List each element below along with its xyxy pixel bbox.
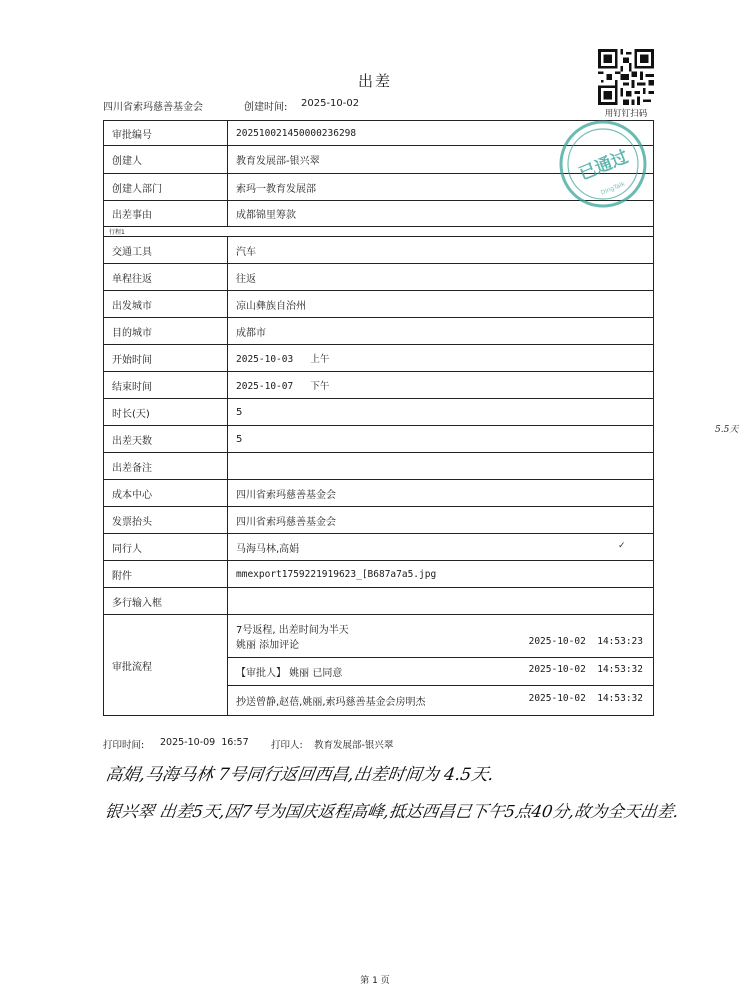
- row-trip-days: [104, 426, 654, 453]
- printer-value: 教育发展部-银兴翠: [314, 740, 394, 751]
- print-time-value: 2025-10-09 16:57: [160, 737, 249, 748]
- label-end-time: 结束时间: [104, 372, 228, 399]
- label-remark: 出差备注: [104, 453, 228, 480]
- label-invoice-title: 发票抬头: [104, 507, 228, 534]
- row-companions: [104, 534, 654, 561]
- label-companions: 同行人: [104, 534, 228, 561]
- cc-cell: [228, 686, 654, 716]
- label-reason: 出差事由: [104, 201, 228, 227]
- label-multiline: 多行输入框: [104, 588, 228, 615]
- handwritten-note-line-1: 高娟,马海马林 7号同行返回西昌,出差时间为 4.5天.: [104, 765, 495, 785]
- approver-line: [236, 664, 653, 679]
- cc-line: [236, 693, 653, 708]
- value-duration: 5: [228, 399, 654, 426]
- value-creator: 教育发展部-银兴翠: [228, 146, 654, 174]
- qr-code-icon: [596, 49, 656, 105]
- row-duration: [104, 399, 654, 426]
- created-label: 创建时间:: [244, 102, 288, 113]
- value-dest-city: 成都市: [228, 318, 654, 345]
- label-trip-type: 单程往返: [104, 264, 228, 291]
- approver-cell: [228, 658, 654, 686]
- comment-text: 7号返程, 出差时间为半天: [236, 625, 349, 636]
- handwritten-note-line-2: 银兴翠 出差5天,因7号为国庆返程高峰,抵达西昌已下午5点40分,故为全天出差.: [103, 802, 680, 821]
- row-trip-type: [104, 264, 654, 291]
- label-attachment: 附件: [104, 561, 228, 588]
- stamp-ring-text: DingTalk: [599, 180, 627, 197]
- print-time-label: 打印时间:: [103, 740, 145, 751]
- label-dest-city: 目的城市: [104, 318, 228, 345]
- cc-recipients: 抄送曾静,赵蓓,姚丽,索玛慈善基金会房明杰: [236, 697, 426, 708]
- approved-stamp-icon: [557, 118, 649, 210]
- row-depart-city: [104, 291, 654, 318]
- value-depart-city: 凉山彝族自治州: [228, 291, 654, 318]
- row-attachment: [104, 561, 654, 588]
- value-attachment: mmexport1759221919623_[B687a7a5.jpg: [228, 561, 654, 588]
- handwritten-side-note: 5.5天: [715, 425, 739, 435]
- value-cost-center: 四川省索玛慈善基金会: [228, 480, 654, 507]
- value-transport: 汽车: [228, 237, 654, 264]
- approver-time: 2025-10-02 14:53:32: [528, 664, 643, 675]
- label-transport: 交通工具: [104, 237, 228, 264]
- organization-name: 四川省索玛慈善基金会: [103, 102, 203, 113]
- pen-mark: ✓: [618, 541, 626, 551]
- row-approval-comment: [104, 615, 654, 658]
- stamp-text: 已通过: [576, 147, 632, 185]
- label-trip-days: 出差天数: [104, 426, 228, 453]
- label-duration: 时长(天): [104, 399, 228, 426]
- value-end-time: 2025-10-07 下午: [228, 372, 654, 399]
- document-title: 出差: [357, 72, 392, 90]
- printer-label: 打印人:: [271, 740, 303, 751]
- label-creator: 创建人: [104, 146, 228, 174]
- row-remark: [104, 453, 654, 480]
- comment-author: 姚丽 添加评论: [236, 640, 300, 651]
- value-invoice-title: 四川省索玛慈善基金会: [228, 507, 654, 534]
- value-approval-no: 202510021450000236298: [228, 121, 654, 146]
- value-reason: 成都锦里筹款: [228, 201, 654, 227]
- label-creator-dept: 创建人部门: [104, 174, 228, 201]
- label-depart-city: 出发城市: [104, 291, 228, 318]
- row-dest-city: [104, 318, 654, 345]
- itinerary-group-label: 行程1: [104, 227, 654, 237]
- label-approval-flow: 审批流程: [104, 615, 228, 716]
- cc-time: 2025-10-02 14:53:32: [528, 693, 643, 704]
- row-transport: [104, 237, 654, 264]
- value-trip-type: 往返: [228, 264, 654, 291]
- comment-meta: [236, 636, 653, 651]
- value-trip-days: 5: [228, 426, 654, 453]
- label-cost-center: 成本中心: [104, 480, 228, 507]
- value-start-time: 2025-10-03 上午: [228, 345, 654, 372]
- qr-caption: 用钉钉扫码: [604, 109, 648, 119]
- row-group-header: [104, 227, 654, 237]
- created-date: 2025-10-02: [301, 98, 360, 109]
- value-multiline: [228, 588, 654, 615]
- value-creator-dept: 索玛一教育发展部: [228, 174, 654, 201]
- row-start-time: [104, 345, 654, 372]
- comment-time: 2025-10-02 14:53:23: [528, 636, 643, 647]
- label-start-time: 开始时间: [104, 345, 228, 372]
- row-multiline: [104, 588, 654, 615]
- row-invoice-title: [104, 507, 654, 534]
- approval-comment-cell: [228, 615, 654, 658]
- row-end-time: [104, 372, 654, 399]
- page-number: 第 1 页: [360, 976, 390, 986]
- label-approval-no: 审批编号: [104, 121, 228, 146]
- value-companions: 马海马林,高娟: [228, 534, 654, 561]
- row-cost-center: [104, 480, 654, 507]
- approver-status: 【审批人】 姚丽 已同意: [236, 668, 343, 679]
- value-remark: [228, 453, 654, 480]
